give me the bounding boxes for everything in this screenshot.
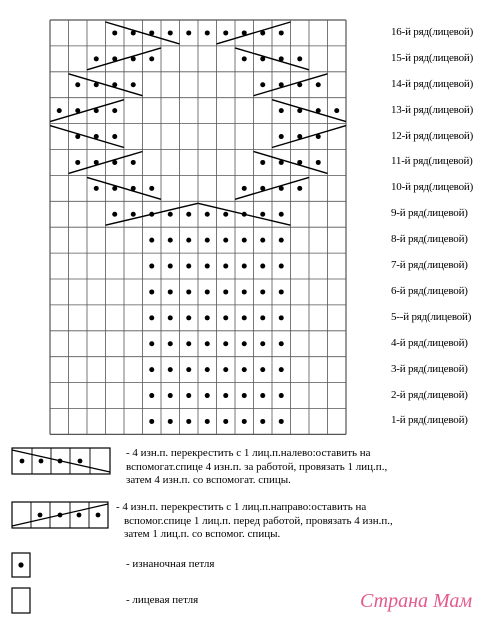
row-label: 8-й ряд(лицевой): [391, 233, 468, 246]
row-label: 12-й ряд(лицевой): [391, 129, 474, 142]
purl-stitch-dot: [112, 108, 117, 113]
legend-cable-right-line-1: - 4 изн.п. перекрестить с 1 лиц.п.направо:оставить на: [116, 501, 367, 513]
purl-stitch-dot: [242, 264, 247, 269]
purl-stitch-dot: [149, 315, 154, 320]
purl-stitch-dot: [297, 56, 302, 61]
purl-stitch-dot: [186, 289, 191, 294]
purl-stitch-dot: [112, 212, 117, 217]
legend-purl-text: - изнаночная петля: [126, 558, 215, 570]
purl-stitch-dot: [279, 367, 284, 372]
purl-stitch-dot: [279, 134, 284, 139]
purl-stitch-dot: [242, 367, 247, 372]
purl-stitch-dot: [260, 393, 265, 398]
row-label: 3-й ряд(лицевой): [391, 362, 468, 375]
legend-purl-symbol: [12, 553, 30, 577]
purl-stitch-dot: [205, 238, 210, 243]
purl-stitch-dot: [223, 419, 228, 424]
purl-stitch-dot: [168, 393, 173, 398]
row-label: 15-й ряд(лицевой): [391, 51, 474, 64]
legend-knit-text: - лицевая петля: [126, 594, 199, 606]
purl-stitch-dot: [168, 264, 173, 269]
purl-stitch-dot: [279, 108, 284, 113]
legend-cable-left-symbol: [12, 448, 110, 474]
purl-stitch-dot: [168, 367, 173, 372]
purl-stitch-dot: [205, 315, 210, 320]
purl-stitch-dot: [316, 82, 321, 87]
purl-stitch-dot: [149, 419, 154, 424]
purl-stitch-dot: [131, 82, 136, 87]
purl-stitch-dot: [279, 264, 284, 269]
purl-stitch-dot: [168, 238, 173, 243]
purl-stitch-dot: [260, 238, 265, 243]
purl-stitch-dot: [131, 212, 136, 217]
purl-stitch-dot: [149, 367, 154, 372]
purl-stitch-dot: [316, 160, 321, 165]
purl-stitch-dot: [242, 315, 247, 320]
purl-stitch-dot: [205, 289, 210, 294]
purl-stitch-dot: [149, 186, 154, 191]
purl-stitch-dot: [168, 341, 173, 346]
purl-stitch-dot: [168, 419, 173, 424]
purl-stitch-dot: [279, 30, 284, 35]
row-label: 14-й ряд(лицевой): [391, 77, 474, 90]
purl-stitch-dot: [223, 238, 228, 243]
purl-stitch-dot: [149, 238, 154, 243]
purl-stitch-dot: [242, 341, 247, 346]
purl-stitch-dot: [279, 393, 284, 398]
purl-stitch-dot: [242, 238, 247, 243]
row-label: 16-й ряд(лицевой): [391, 25, 474, 38]
purl-stitch-dot: [223, 315, 228, 320]
purl-stitch-dot: [223, 264, 228, 269]
purl-stitch-dot: [186, 238, 191, 243]
legend-cable-left-line-3: затем 4 изн.п. со вспомогат. спицы.: [126, 474, 291, 486]
purl-stitch-dot: [186, 212, 191, 217]
purl-stitch-dot: [149, 289, 154, 294]
purl-stitch-dot: [242, 289, 247, 294]
purl-stitch-dot: [186, 393, 191, 398]
purl-stitch-dot: [223, 341, 228, 346]
purl-stitch-dot: [260, 367, 265, 372]
purl-stitch-dot: [168, 289, 173, 294]
purl-stitch-dot: [205, 30, 210, 35]
purl-stitch-dot: [260, 341, 265, 346]
purl-stitch-dot: [223, 289, 228, 294]
legend-cable-right-text: [116, 501, 393, 542]
purl-stitch-dot: [334, 108, 339, 113]
purl-stitch-dot: [223, 393, 228, 398]
purl-stitch-dot: [94, 56, 99, 61]
watermark-logo: Страна Мам: [360, 590, 473, 612]
purl-stitch-dot: [186, 367, 191, 372]
legend-cable-right-line-2: вспомог.спице 1 лиц.п. перед работой, провязать 4 изн.п.,: [124, 514, 393, 527]
purl-stitch-dot: [75, 160, 80, 165]
purl-stitch-dot: [186, 341, 191, 346]
purl-stitch-dot: [205, 419, 210, 424]
row-label: 9-й ряд(лицевой): [391, 207, 468, 220]
purl-stitch-dot: [242, 419, 247, 424]
purl-stitch-dot: [149, 264, 154, 269]
purl-stitch-dot: [279, 289, 284, 294]
row-label: 1-й ряд(лицевой): [391, 414, 468, 427]
purl-stitch-dot: [149, 56, 154, 61]
purl-stitch-dot: [205, 264, 210, 269]
legend-cable-left-line-2: вспомогат.спице 4 изн.п. за работой, провязать 1 лиц.п.,: [126, 460, 388, 473]
purl-stitch-dot: [186, 264, 191, 269]
purl-stitch-dot: [205, 393, 210, 398]
purl-stitch-dot: [112, 134, 117, 139]
purl-stitch-dot: [260, 315, 265, 320]
row-label: 6-й ряд(лицевой): [391, 284, 468, 297]
purl-stitch-dot: [279, 341, 284, 346]
purl-stitch-dot: [279, 315, 284, 320]
purl-stitch-dot: [223, 212, 228, 217]
purl-stitch-dot: [205, 367, 210, 372]
purl-stitch-dot: [57, 108, 62, 113]
legend-cable-right-symbol: [12, 502, 108, 528]
legend-cable-left-text: [126, 447, 387, 488]
purl-stitch-dot: [260, 160, 265, 165]
purl-stitch-dot: [186, 30, 191, 35]
row-label: 5--й ряд(лицевой): [391, 310, 472, 323]
purl-stitch-dot: [168, 30, 173, 35]
purl-stitch-dot: [279, 212, 284, 217]
purl-stitch-dot: [260, 289, 265, 294]
purl-stitch-dot: [205, 212, 210, 217]
purl-stitch-dot: [279, 419, 284, 424]
purl-stitch-dot: [75, 82, 80, 87]
purl-stitch-dot: [223, 367, 228, 372]
cable-cross-line: [106, 203, 199, 225]
purl-stitch-dot: [131, 160, 136, 165]
purl-stitch-dot: [242, 393, 247, 398]
purl-stitch-dot: [112, 30, 117, 35]
purl-stitch-dot: [260, 264, 265, 269]
purl-stitch-dot: [260, 212, 265, 217]
purl-stitch-dot: [297, 186, 302, 191]
legend-knit-symbol: [12, 588, 30, 613]
purl-stitch-dot: [205, 341, 210, 346]
legend-cable-right-line-3: затем 1 лиц.п. со вспомог. спицы.: [124, 528, 281, 540]
purl-stitch-dot: [186, 315, 191, 320]
purl-stitch-dot: [149, 341, 154, 346]
purl-stitch-dot: [223, 30, 228, 35]
purl-stitch-dot: [242, 186, 247, 191]
row-label: 10-й ряд(лицевой): [391, 181, 474, 194]
purl-stitch-dot: [260, 419, 265, 424]
row-label: 7-й ряд(лицевой): [391, 259, 468, 272]
row-label: 11-й ряд(лицевой): [391, 155, 473, 168]
purl-stitch-dot: [279, 238, 284, 243]
row-label: 13-й ряд(лицевой): [391, 103, 474, 116]
purl-stitch-dot: [149, 393, 154, 398]
purl-stitch-dot: [94, 186, 99, 191]
purl-stitch-dot: [168, 315, 173, 320]
cable-cross-line: [198, 203, 291, 225]
purl-stitch-dot: [168, 212, 173, 217]
row-label: 2-й ряд(лицевой): [391, 388, 468, 401]
purl-stitch-dot: [186, 419, 191, 424]
legend-cable-left-line-1: - 4 изн.п. перекрестить с 1 лиц.п.налево:оставить на: [126, 447, 371, 459]
purl-stitch-dot: [242, 56, 247, 61]
row-label: 4-й ряд(лицевой): [391, 336, 468, 349]
purl-stitch-dot: [260, 82, 265, 87]
